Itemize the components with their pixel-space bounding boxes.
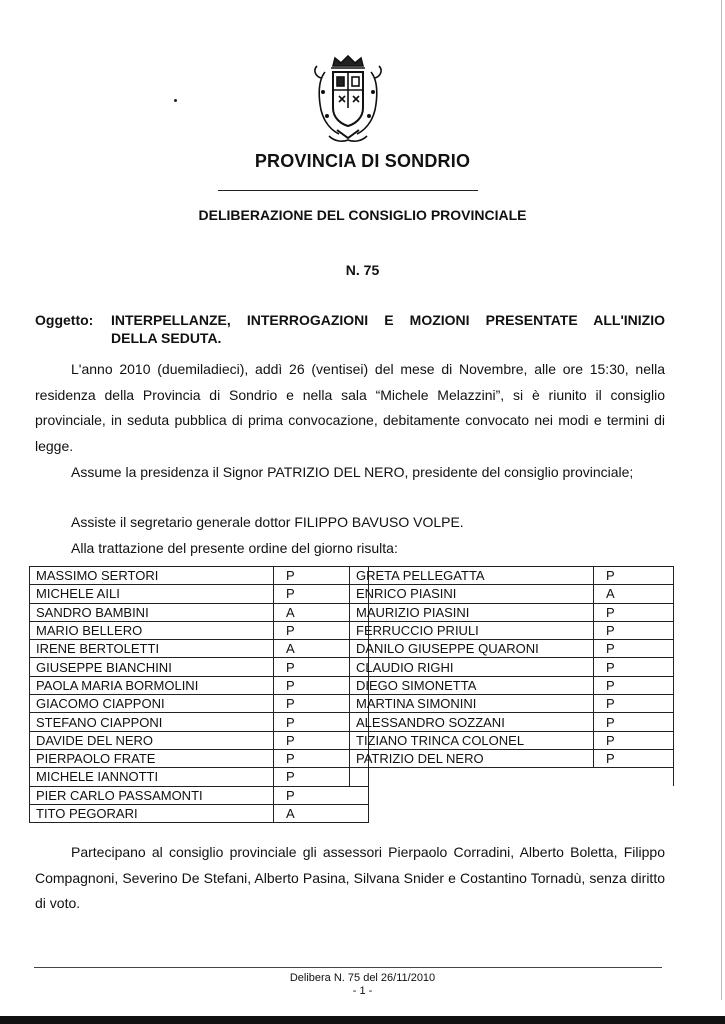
attendance-status: P xyxy=(594,713,674,731)
attendance-status: P xyxy=(594,658,674,676)
scan-bottom-edge xyxy=(0,1016,725,1024)
footer-divider xyxy=(34,967,662,968)
councillor-name: ALESSANDRO SOZZANI xyxy=(350,713,594,731)
attendance-status: A xyxy=(594,585,674,603)
attendance-status: P xyxy=(274,676,369,694)
councillor-name: GIUSEPPE BIANCHINI xyxy=(30,658,274,676)
councillor-name: MARTINA SIMONINI xyxy=(350,695,594,713)
councillor-name: PIERPAOLO FRATE xyxy=(30,749,274,767)
subject-block xyxy=(35,311,665,347)
councillor-name: DANILO GIUSEPPE QUARONI xyxy=(350,640,594,658)
attendance-row xyxy=(30,567,369,585)
councillor-name: DAVIDE DEL NERO xyxy=(30,731,274,749)
attendance-status: P xyxy=(594,695,674,713)
councillor-name: MICHELE IANNOTTI xyxy=(30,768,274,786)
attendance-status: P xyxy=(274,731,369,749)
attendance-status: P xyxy=(274,749,369,767)
attendance-row xyxy=(350,695,674,713)
attendance-row xyxy=(350,731,674,749)
assessors-paragraph: Partecipano al consiglio provinciale gli assessori Pierpaolo Corradini, Alberto Boletta, Filippo Compagnoni, Severino De Stefani, Alberto Pasina, Silvana Snider e Costantino Tornadù, senza diritto di voto. xyxy=(35,844,665,911)
councillor-name: MASSIMO SERTORI xyxy=(30,567,274,585)
councillor-name: PATRIZIO DEL NERO xyxy=(350,749,594,767)
councillor-name: CLAUDIO RIGHI xyxy=(350,658,594,676)
attendance-row xyxy=(350,640,674,658)
subject-label: Oggetto: xyxy=(35,312,94,328)
title-divider xyxy=(218,190,478,191)
secretary-paragraph: Assiste il segretario generale dottor FILIPPO BAVUSO VOLPE. xyxy=(71,514,464,530)
attendance-status: A xyxy=(274,603,369,621)
attendance-status: P xyxy=(274,695,369,713)
footer-reference: Delibera N. 75 del 26/11/2010 xyxy=(289,972,436,984)
attendance-row xyxy=(350,603,674,621)
page-number: - 1 - xyxy=(352,985,373,997)
presidency-paragraph: Assume la presidenza il Signor PATRIZIO DEL NERO, presidente del consiglio provinciale; xyxy=(71,464,634,480)
deliberation-heading: DELIBERAZIONE DEL CONSIGLIO PROVINCIALE xyxy=(198,207,527,223)
page-edge-line xyxy=(721,0,722,1000)
attendance-row xyxy=(30,731,369,749)
footer xyxy=(0,972,725,998)
attendance-row xyxy=(30,658,369,676)
councillor-name: TIZIANO TRINCA COLONEL xyxy=(350,731,594,749)
attendance-status: A xyxy=(274,804,369,822)
attendance-status: P xyxy=(274,786,369,804)
page-title: PROVINCIA DI SONDRIO xyxy=(254,151,471,171)
attendance-row xyxy=(30,749,369,767)
subject-line-1: INTERPELLANZE, INTERROGAZIONI E MOZIONI PRESENTATE ALL'INIZIO xyxy=(111,312,665,328)
councillor-name: TITO PEGORARI xyxy=(30,804,274,822)
councillor-name: MAURIZIO PIASINI xyxy=(350,603,594,621)
councillor-name: SANDRO BAMBINI xyxy=(30,603,274,621)
attendance-row xyxy=(350,749,674,767)
meeting-paragraph: L'anno 2010 (duemiladieci), addì 26 (ventisei) del mese di Novembre, alle ore 15:30, nella residenza della Provincia di Sondrio e nella sala “Michele Melazzini”, si è riunito il consiglio provinciale, in seduta pubblica di prima convocazione, debitamente convocato nei modi e termini di legge. xyxy=(35,361,665,454)
attendance-row xyxy=(30,768,369,786)
coat-of-arms-icon xyxy=(311,52,385,148)
councillor-name: GIACOMO CIAPPONI xyxy=(30,695,274,713)
councillor-name: MARIO BELLERO xyxy=(30,621,274,639)
subject-line-2: DELLA SEDUTA. xyxy=(111,330,222,346)
attendance-row xyxy=(30,621,369,639)
councillor-name: GRETA PELLEGATTA xyxy=(350,567,594,585)
empty-cell xyxy=(350,768,674,786)
councillor-name: MICHELE AILI xyxy=(30,585,274,603)
attendance-row xyxy=(350,621,674,639)
attendance-row xyxy=(350,567,674,585)
attendance-status: P xyxy=(274,768,369,786)
attendance-row xyxy=(350,585,674,603)
attendance-row xyxy=(30,695,369,713)
attendance-status: P xyxy=(274,585,369,603)
attendance-status: P xyxy=(594,640,674,658)
attendance-row xyxy=(30,713,369,731)
attendance-table-left xyxy=(29,566,369,823)
attendance-row xyxy=(30,804,369,822)
attendance-row xyxy=(30,676,369,694)
attendance-status: P xyxy=(594,621,674,639)
attendance-status: P xyxy=(274,658,369,676)
attendance-row xyxy=(30,640,369,658)
attendance-row xyxy=(30,585,369,603)
attendance-table-right xyxy=(349,566,674,786)
attendance-row xyxy=(30,603,369,621)
councillor-name: PAOLA MARIA BORMOLINI xyxy=(30,676,274,694)
attendance-row xyxy=(350,658,674,676)
councillor-name: DIEGO SIMONETTA xyxy=(350,676,594,694)
attendance-row xyxy=(350,713,674,731)
attendance-status: P xyxy=(594,603,674,621)
attendance-status: P xyxy=(274,713,369,731)
attendance-status: P xyxy=(274,621,369,639)
scan-speck xyxy=(174,99,177,102)
deliberation-number: N. 75 xyxy=(345,262,380,278)
councillor-name: ENRICO PIASINI xyxy=(350,585,594,603)
attendance-status: P xyxy=(594,731,674,749)
attendance-row xyxy=(350,676,674,694)
attendance-intro: Alla trattazione del presente ordine del giorno risulta: xyxy=(71,540,398,556)
councillor-name: FERRUCCIO PRIULI xyxy=(350,621,594,639)
attendance-status: A xyxy=(274,640,369,658)
attendance-status: P xyxy=(594,567,674,585)
attendance-status: P xyxy=(274,567,369,585)
attendance-status: P xyxy=(594,749,674,767)
attendance-row xyxy=(30,786,369,804)
councillor-name: PIER CARLO PASSAMONTI xyxy=(30,786,274,804)
councillor-name: STEFANO CIAPPONI xyxy=(30,713,274,731)
councillor-name: IRENE BERTOLETTI xyxy=(30,640,274,658)
empty-row xyxy=(350,768,674,786)
attendance-status: P xyxy=(594,676,674,694)
